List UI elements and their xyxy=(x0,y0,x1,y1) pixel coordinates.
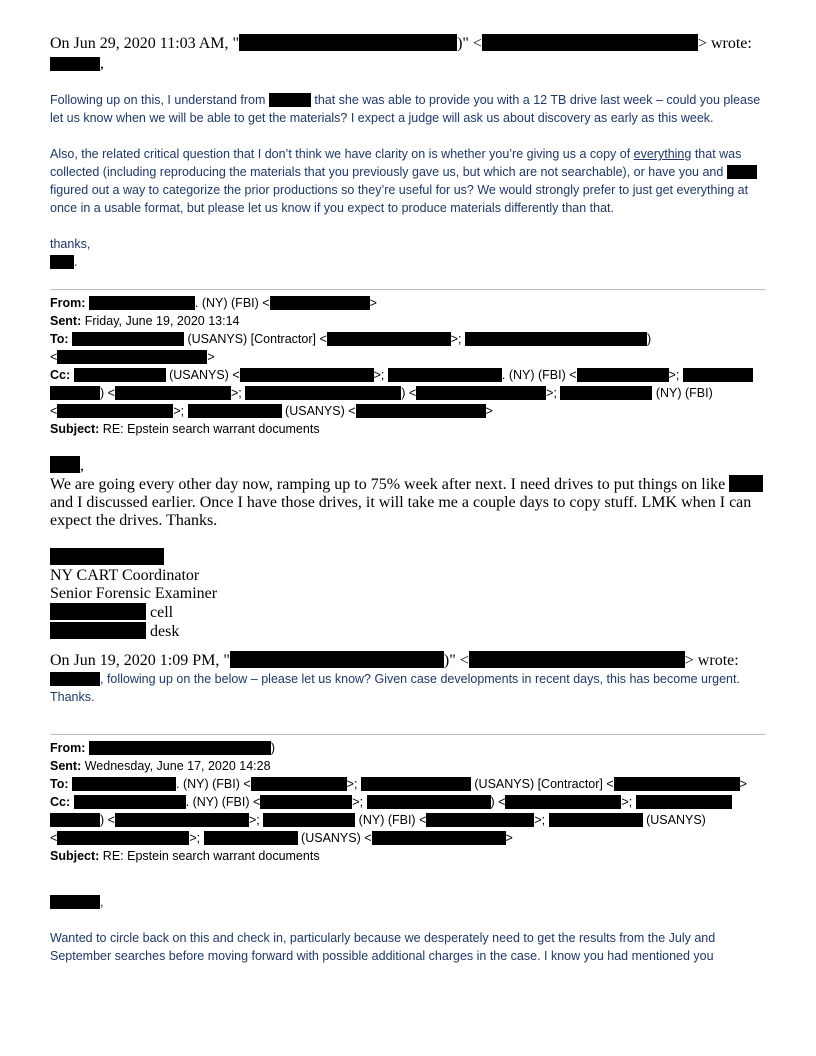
signature-phone: cell xyxy=(50,603,766,622)
message-paragraph: Also, the related critical question that I don’t think we have clarity on is whether you’re giving us a copy of everything that was collected (including reproducing the materials that you previously gave us, but which are not searchable), or have you and figured out a way to categorize the prior productions so they’re useful for us? We would strongly prefer to just get everything at once in a usable format, but please let us know if you expect to produce materials differently than that. xyxy=(50,145,766,217)
redaction xyxy=(465,332,647,346)
message-paragraph: We are going every other day now, ramping up to 75% week after next. I need drives to put things on like and I discussed earlier. Once I have those drives, it will take me a couple days to copy stuff. LMK when I can expect the drives. Thanks. xyxy=(50,475,766,530)
redaction xyxy=(482,34,698,51)
redaction xyxy=(727,165,757,179)
redaction xyxy=(50,456,80,473)
redaction xyxy=(50,603,146,620)
redaction xyxy=(188,404,282,418)
redaction xyxy=(72,332,184,346)
separator xyxy=(50,289,766,290)
redaction xyxy=(74,368,166,382)
redaction xyxy=(729,475,763,492)
redaction xyxy=(361,777,471,791)
quoted-header-line: On Jun 19, 2020 1:09 PM, " )" < > wrote: xyxy=(50,652,739,669)
sent-line: Sent: Friday, June 19, 2020 13:14 xyxy=(50,314,240,328)
signature-title: NY CART Coordinator xyxy=(50,567,200,584)
message-paragraph: Wanted to circle back on this and check in, particularly because we desperately need to get the results from the July and September searches before moving forward with possible additional charges in the case. I know you had mentioned you xyxy=(50,931,716,963)
redaction xyxy=(683,368,753,382)
to-line: To: (USANYS) [Contractor] < >; ) xyxy=(50,332,652,346)
cc-line: Cc: . (NY) (FBI) < >; ) < >; xyxy=(50,793,766,811)
redaction xyxy=(372,831,506,845)
redaction xyxy=(50,548,164,565)
redaction xyxy=(245,386,401,400)
redaction xyxy=(469,651,685,668)
email-header: From: . (NY) (FBI) < > Sent: Friday, June 19, 2020 13:14 To: (USANYS) [Contractor] < >; ) < > Cc: (USANYS) < >; . (NY) (FBI) < >; ) < >; ) < >; (NY) (FBI) < >; (USANYS) < > Subject: RE: Epstein search warrant documents xyxy=(50,294,766,438)
signature-name: . xyxy=(50,253,766,271)
redaction xyxy=(204,831,298,845)
sent-line: Sent: Wednesday, June 17, 2020 14:28 xyxy=(50,759,271,773)
redaction xyxy=(549,813,643,827)
from-line: From: ) xyxy=(50,741,276,755)
redaction xyxy=(505,795,621,809)
redaction xyxy=(269,93,311,107)
redaction xyxy=(251,777,347,791)
cc-line: Cc: (USANYS) < >; . (NY) (FBI) < >; xyxy=(50,366,766,384)
redaction xyxy=(50,255,74,269)
greeting: , xyxy=(50,456,766,475)
redaction xyxy=(230,651,444,668)
redaction xyxy=(327,332,451,346)
subject-line: Subject: RE: Epstein search warrant documents xyxy=(50,849,320,863)
message-paragraph: Following up on this, I understand from that she was able to provide you with a 12 TB drive last week – could you please let us know when we will be able to get the materials? I expect a judge will ask us about discovery as early as this week. xyxy=(50,93,761,125)
redaction xyxy=(356,404,486,418)
redaction xyxy=(239,34,457,51)
redaction xyxy=(50,57,100,71)
redaction xyxy=(240,368,374,382)
redaction xyxy=(89,741,271,755)
from-line: From: . (NY) (FBI) < > xyxy=(50,296,377,310)
redaction xyxy=(636,795,732,809)
redaction xyxy=(260,795,352,809)
separator xyxy=(50,734,766,735)
signature-name xyxy=(50,548,766,567)
redaction xyxy=(57,831,189,845)
redaction xyxy=(115,813,249,827)
redaction xyxy=(115,386,231,400)
greeting: , xyxy=(50,55,766,73)
signature-phone: desk xyxy=(50,622,766,641)
redaction xyxy=(263,813,355,827)
message-paragraph: , following up on the below – please let us know? Given case developments in recent days, this has become urgent. Thanks. xyxy=(50,672,740,704)
subject-line: Subject: RE: Epstein search warrant documents xyxy=(50,422,320,436)
redaction xyxy=(426,813,534,827)
redaction xyxy=(270,296,370,310)
email-header: From: ) Sent: Wednesday, June 17, 2020 14:28 To: . (NY) (FBI) < >; (USANYS) [Contractor] < > Cc: . (NY) (FBI) < >; ) < >; ) < >; (NY) (FBI) < >; (USANYS) < >; (USANYS) < > Subject: RE: Epstein search warrant documents xyxy=(50,739,766,865)
redaction xyxy=(57,350,207,364)
redaction xyxy=(560,386,652,400)
redaction xyxy=(614,777,740,791)
redaction xyxy=(89,296,195,310)
redaction xyxy=(50,895,100,909)
redaction xyxy=(50,813,100,827)
signature-title: Senior Forensic Examiner xyxy=(50,585,218,602)
redaction xyxy=(57,404,173,418)
redaction xyxy=(367,795,491,809)
redaction xyxy=(416,386,546,400)
signoff: thanks, xyxy=(50,237,91,251)
redaction xyxy=(388,368,502,382)
redaction xyxy=(50,386,100,400)
email-document xyxy=(50,34,766,965)
redaction xyxy=(577,368,669,382)
greeting: , xyxy=(50,893,766,911)
redaction xyxy=(50,672,100,686)
redaction xyxy=(72,777,176,791)
redaction xyxy=(74,795,186,809)
redaction xyxy=(50,622,146,639)
quoted-header-line: On Jun 29, 2020 11:03 AM, " )" < > wrote: xyxy=(50,35,752,52)
to-line: To: . (NY) (FBI) < >; (USANYS) [Contractor] < > xyxy=(50,777,747,791)
